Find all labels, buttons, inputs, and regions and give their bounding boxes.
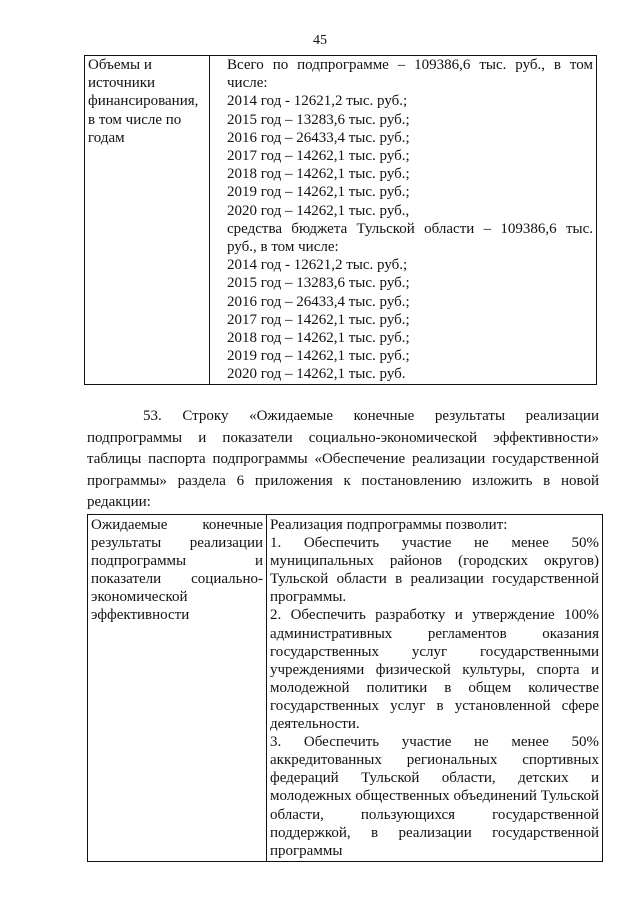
financing-content	[210, 56, 597, 385]
years-budget-list	[213, 256, 593, 383]
results-row	[88, 515, 603, 862]
paragraph-53-text: 53. Строку «Ожидаемые конечные результаты реализации подпрограммы и показатели социально-экономической эффективности» таблицы паспорта подпрограммы «Обеспечение реализации государственной программы» раздела 6 приложения к постановлению изложить в новой редакции:	[87, 408, 599, 510]
financing-label: Объемы и источники финансирования, в том числе по годам	[85, 56, 210, 385]
year-budget-line: 2015 год – 13283,6 тыс. руб.;	[227, 275, 410, 292]
year-budget-line: 2020 год – 14262,1 тыс. руб.	[227, 366, 406, 383]
results-label: Ожидаемые конечные результаты реализации подпрограммы и показатели социально-экономической эффективности	[88, 515, 267, 862]
year-total-line: 2015 год – 13283,6 тыс. руб.;	[227, 111, 410, 128]
results-table	[87, 514, 603, 862]
financing-intro: Всего по подпрограмме – 109386,6 тыс. руб., в том числе:	[227, 57, 593, 92]
year-budget-line: 2018 год – 14262,1 тыс. руб.;	[227, 330, 410, 347]
year-budget-line: 2019 год – 14262,1 тыс. руб.;	[227, 348, 410, 365]
year-total-line: 2019 год – 14262,1 тыс. руб.;	[227, 184, 410, 201]
result-item: 2. Обеспечить разработку и утверждение 100% административных регламентов оказания государственных услуг государственными учреждениями физической культуры, спорта и молодежной политики в общем количестве государственных услуг в установленной сфере деятельности.	[270, 607, 599, 733]
year-total-line: 2014 год - 12621,2 тыс. руб.;	[227, 93, 408, 110]
result-item: 3. Обеспечить участие не менее 50% аккредитованных региональных спортивных федераций Тульской области, детских и молодежных общественных объединений Тульской области, пользующихся государственной поддержкой, в реализации государственной программы	[270, 734, 599, 859]
results-intro: Реализация подпрограммы позволит:	[270, 517, 508, 533]
year-budget-line: 2016 год – 26433,4 тыс. руб.;	[227, 293, 410, 310]
result-item: 1. Обеспечить участие не менее 50% муниципальных районов (городских округов) Тульской области в реализации государственной программы.	[270, 535, 599, 606]
financing-table	[84, 55, 597, 385]
year-budget-line: 2017 год – 14262,1 тыс. руб.;	[227, 311, 410, 328]
year-total-line: 2018 год – 14262,1 тыс. руб.;	[227, 166, 410, 183]
year-budget-line: 2014 год - 12621,2 тыс. руб.;	[227, 257, 408, 274]
years-total-list	[213, 92, 593, 219]
year-total-line: 2017 год – 14262,1 тыс. руб.;	[227, 148, 410, 165]
page-number: 45	[313, 33, 327, 48]
year-total-line: 2020 год – 14262,1 тыс. руб.,	[227, 202, 410, 219]
budget-intro: средства бюджета Тульской области – 109386,6 тыс. руб., в том числе:	[227, 220, 593, 256]
results-content	[267, 515, 603, 862]
financing-row	[85, 56, 597, 385]
paragraph-53	[87, 406, 599, 514]
year-total-line: 2016 год – 26433,4 тыс. руб.;	[227, 129, 410, 146]
